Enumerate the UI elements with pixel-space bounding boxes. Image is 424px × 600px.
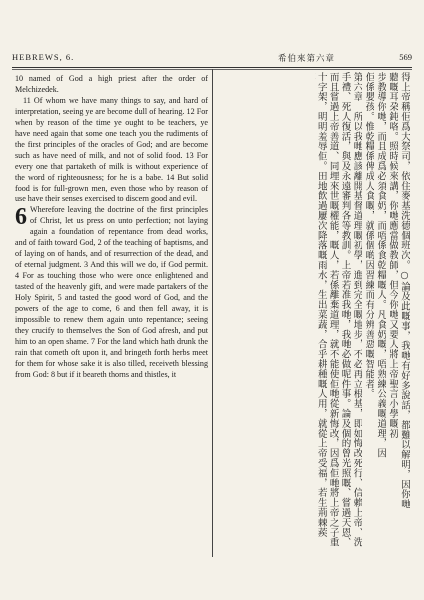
chinese-text-line: 聽嘅耳朶鈍咯。照時候來講，你哋應當做教師，但今你哋又要人將上帝聖言小學嘅初 <box>387 72 399 439</box>
header-rule <box>12 67 412 68</box>
chinese-text-line: 手禮、死人復活，與及永遠審判各等教訓。上帝若准我哋，我哋必做呢件事。論及個的曾光照嘅、嘗過天恩、 <box>339 72 351 548</box>
chinese-text-line: 而且嘗過上帝善道、同埋來世嘅權能，嘅人，若係離棄道理，就不能使佢哋從新悔改，因爲佢哋將上帝之子重 <box>327 72 339 548</box>
chinese-text-line: 十字架，明明羞辱佢。田地飲過屢次降落嘅雨水，生出菜蔬，合乎耕種嘅人用，就從上帝受福，若生荊棘蒺 <box>315 72 327 538</box>
chapter-six-paragraph <box>15 205 208 380</box>
chinese-text-line: 佢係嬰孩。惟乾糧係俾成人食嘅，就係個啲因習練而有分辨善惡嘅智能者。 <box>363 72 375 399</box>
page-number: 569 <box>399 52 412 62</box>
verse-paragraph: 11 Of whom we have many things to say, and hard of interpretation, seeing ye are become dull of hearing. 12 For when by reason of the time ye ought to be teachers, ye have need again that some one teach you the rudiments of the first principles of the oracles of God; and are become such as have need of milk, and not of solid food. 13 For every one that partaketh of milk is without experience of the word of righteousness; for he is a babe. 14 But solid food is for full-grown men, even those who by reason of use have their senses exercised to discern good and evil. <box>15 95 208 204</box>
chinese-chapter-heading: 希伯來第六章 <box>278 54 336 64</box>
chinese-text-line: 步教導你哋，而且成爲必須食奶，而唔係食乾糧嘅人。凡食奶嘅，唔熟練公義嘅道理，因 <box>375 72 387 459</box>
page-header <box>12 52 412 66</box>
chinese-text-column <box>218 72 410 556</box>
chapter-numeral: 6 <box>15 204 27 231</box>
column-divider <box>212 69 213 557</box>
verse-paragraph: 10 named of God a high priest after the order of Melchizedek. <box>15 74 208 94</box>
verse-paragraph: Wherefore leaving the doctrine of the first principles of Christ, let us press on unto perfection; not laying again a foundation of repentance from dead works, and of faith toward God, 2 of the teaching of baptisms, and of laying on of hands, and of resurrection of the dead, and of eternal judgment. 3 And this will we do, if God permit. 4 For as touching those who were once enlightened and tasted of the heavenly gift, and were made partakers of the Holy Spirit, 5 and tasted the good word of God, and the powers of the age to come, 6 and then fell away, it is impossible to renew them again unto repentance; seeing they crucify to themselves the Son of God afresh, and put him to an open shame. 7 For the land which hath drunk the rain that cometh oft upon it, and bringeth forth herbs meet for them for whose sake it is also tilled, receiveth blessing from God: 8 but if it beareth thorns and thistles, it <box>15 205 208 379</box>
chinese-text-line: 得上帝稱佢爲大祭司，依住麥基洗德個班次。○論及此嘅事，我哋有好多說話，都難以解明，因你哋 <box>399 72 410 510</box>
english-text-column <box>15 74 208 381</box>
book-chapter-heading: HEBREWS, 6. <box>12 52 75 62</box>
chinese-text-line: 第六章 所以我哋應該離開基督道理嘅初學，進到完全嘅地步，不必再立根基，即如悔改死行、信賴上帝、洗 <box>351 72 363 548</box>
